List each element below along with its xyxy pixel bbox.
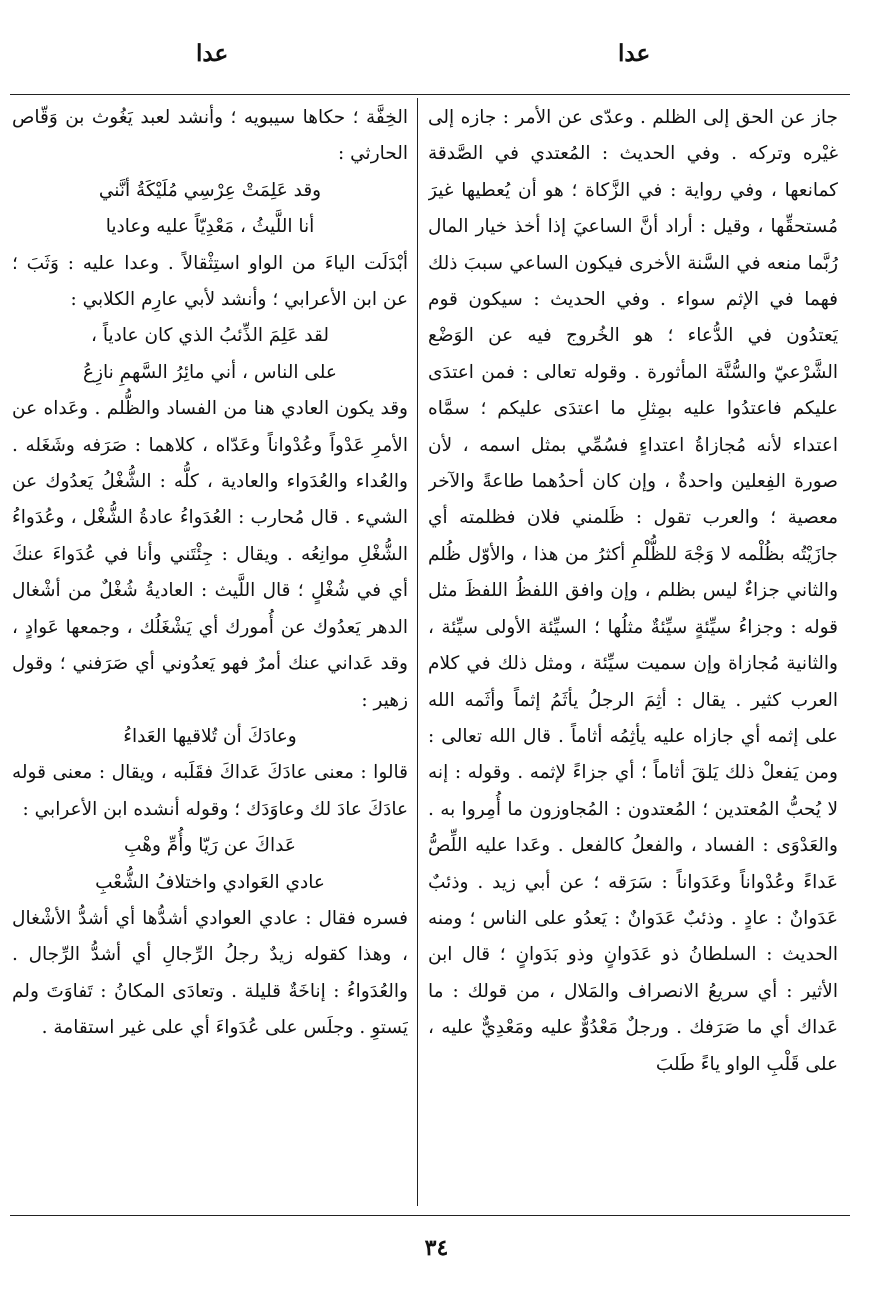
- paragraph: الخِفَّة ؛ حكاها سيبويه ؛ وأنشد لعبد يَغُوث بن وَقّاص الحارثي :: [12, 107, 408, 165]
- header-word-left: عدا: [196, 40, 229, 67]
- verse-line: عَداكَ عن رَيّا وأُمِّ وهْبِ: [124, 835, 296, 857]
- paragraph: قالوا : معنى عادَكَ عَداكَ فقَلَبه ، ويقال : معنى قوله عادَكَ عادَ لك وعاوَدَك ؛ وقوله أنشده ابن الأعرابي :: [12, 762, 408, 820]
- verse-line: وعادَكَ أن تُلاقيها العَداءُ: [123, 725, 297, 747]
- header-word-right: عدا: [618, 40, 651, 67]
- paragraph: أبْدَلَت الياءَ من الواو استِثْقالاً . وعدا عليه : وَثَبَ ؛ عن ابن الأعرابي ؛ وأنشد لأبي عارِم الكلابي :: [12, 252, 408, 311]
- page-number: ٣٤: [424, 1235, 449, 1261]
- verse-line: لقد عَلِمَ الذِّئبُ الذي كان عادياً ،: [91, 325, 329, 347]
- bottom-rule: [10, 1215, 850, 1216]
- right-column: [428, 100, 838, 1210]
- top-rule: [10, 94, 850, 95]
- verse-line: أنا اللَّيثُ ، مَعْدِيّاً عليه وعاديا: [105, 216, 315, 238]
- left-column: [12, 100, 408, 1210]
- paragraph: فسره فقال : عادي العوادي أشدُّها أي أشدُّ الأشْغال ، وهذا كقوله زيدٌ رجلُ الرِّجالِ أي أشدُّ الرِّجال . والعُدَواءُ : إناخَةٌ قليلة . وتعادَى المكانُ : تَفاوَتَ ولم يَستوِ . وجلَس على عُدَواءَ أي على غير استقامة .: [12, 907, 408, 1039]
- column-divider: [417, 98, 418, 1206]
- verse-line: عادي العَوادي واختلافُ الشُّعْبِ: [95, 871, 325, 893]
- verse-line: وقد عَلِمَتْ عِرْسِي مُلَيْكَةُ أنَّني: [98, 179, 322, 201]
- verse-line: على الناس ، أني مائِرُ السَّهمِ نازِعُ: [83, 361, 337, 383]
- paragraph: وقد يكون العادي هنا من الفساد والظُّلم . وعَداه عن الأمرِ عَدْواً وعُدْواناً وعَدّاه ، كلاهما : صَرَفه وشَغَله . والعُداء والعُدَواء والعادية ، كلُّه : الشُّغْلُ يَعدُوك عن الشيء . قال مُحارب : العُدَواءُ عادةُ الشُّغْل ، وعُدَواءُ الشُّغْلِ موانِعُه . ويقال : جِئْتَني وأنا في عُدَواءَ عنكَ أي في شُغْلٍ ؛ قال اللَّيث : العاديةُ شُغْلٌ من أشْغال الدهر يَعدُوك عن أُمورك أي يَشْغَلُك ، وجمعها عَوادٍ ، وقد عَداني عنك أمرٌ فهو يَعدُوني أي صَرَفني ؛ وقول زهير :: [12, 398, 408, 711]
- paragraph: جاز عن الحق إلى الظلم . وعدّى عن الأمر : جازه إلى غيْره وتركه . وفي الحديث : المُعتدي في الصَّدقة كمانعها ، وفي رواية : في الزَّكاة ؛ هو أن يُعطيها غيرَ مُستحقِّها ، وقيل : أراد أنَّ الساعيَ إذا أخذ خيار المال رُبَّما منعه في السَّنة الأخرى فيكون الساعي سببَ ذلك فهما في الإثم سواء . وفي الحديث : سيكون قوم يَعتدُون في الدُّعاء ؛ هو الخُروج فيه عن الوَضْع الشَّرْعيّ والسُّنَّة المأثورة . وقوله تعالى : فمن اعتدَى عليكم فاعتدُوا عليه بمِثلِ ما اعتدَى عليكم ؛ سمَّاه اعتداء لأنه مُجازاةُ اعتداءٍ فسُمِّي بمثل اسمه ، لأن صورة الفِعلين واحدةٌ ، وإن كان أحدُهما طاعةً والآخر معصية ؛ والعرب تقول : ظَلمني فلان فظلمته أي جازَيْتُه بظُلْمه لا وَجْهَ للظُّلْمِ أكثرُ من هذا ، والأوّل ظُلم والثاني جزاءٌ ليس بظلم ، وإن وافق اللفظُ اللفظَ مثل قوله : وجزاءُ سيِّئةٍ سيِّئةٌ مثلُها ؛ السيِّئة الأولى سيِّئة ، والثانية مُجازاة وإن سميت سيِّئة ، ومثل ذلك في كلام العرب كثير . يقال : أثِمَ الرجلُ يأثَمُ إثماً وأثَمه الله على إثمه أي جازاه عليه يأثِمُه أثاماً . قال الله تعالى : ومن يَفعلْ ذلك يَلقَ أثاماً ؛ أي جزاءً لإثمه . وقوله : إنه لا يُحبُّ المُعتدين ؛ المُعتدون : المُجاوزون ما أُمِروا به . والعَدْوَى : الفساد ، والفعلُ كالفعل . وعَدا عليه اللِّصُّ عَداءً وعُدْواناً وعَدَواناً : سَرَقه ؛ عن أبي زيد . وذئبٌ عَدَوانٌ : عادٍ . وذئبٌ عَدَوانٌ : يَعدُو على الناس ؛ ومنه الحديث : السلطانُ ذو عَدَوانٍ وذو بَدَوانٍ ؛ قال ابن الأثير : أي سريعُ الانصراف والمَلال ، من قولك : ما عَداك أي ما صَرَفك . ورجلٌ مَعْدُوٌّ عليه ومَعْدِيٌّ عليه ، على قَلْبِ الواو ياءً طَلبَ: [428, 107, 838, 1075]
